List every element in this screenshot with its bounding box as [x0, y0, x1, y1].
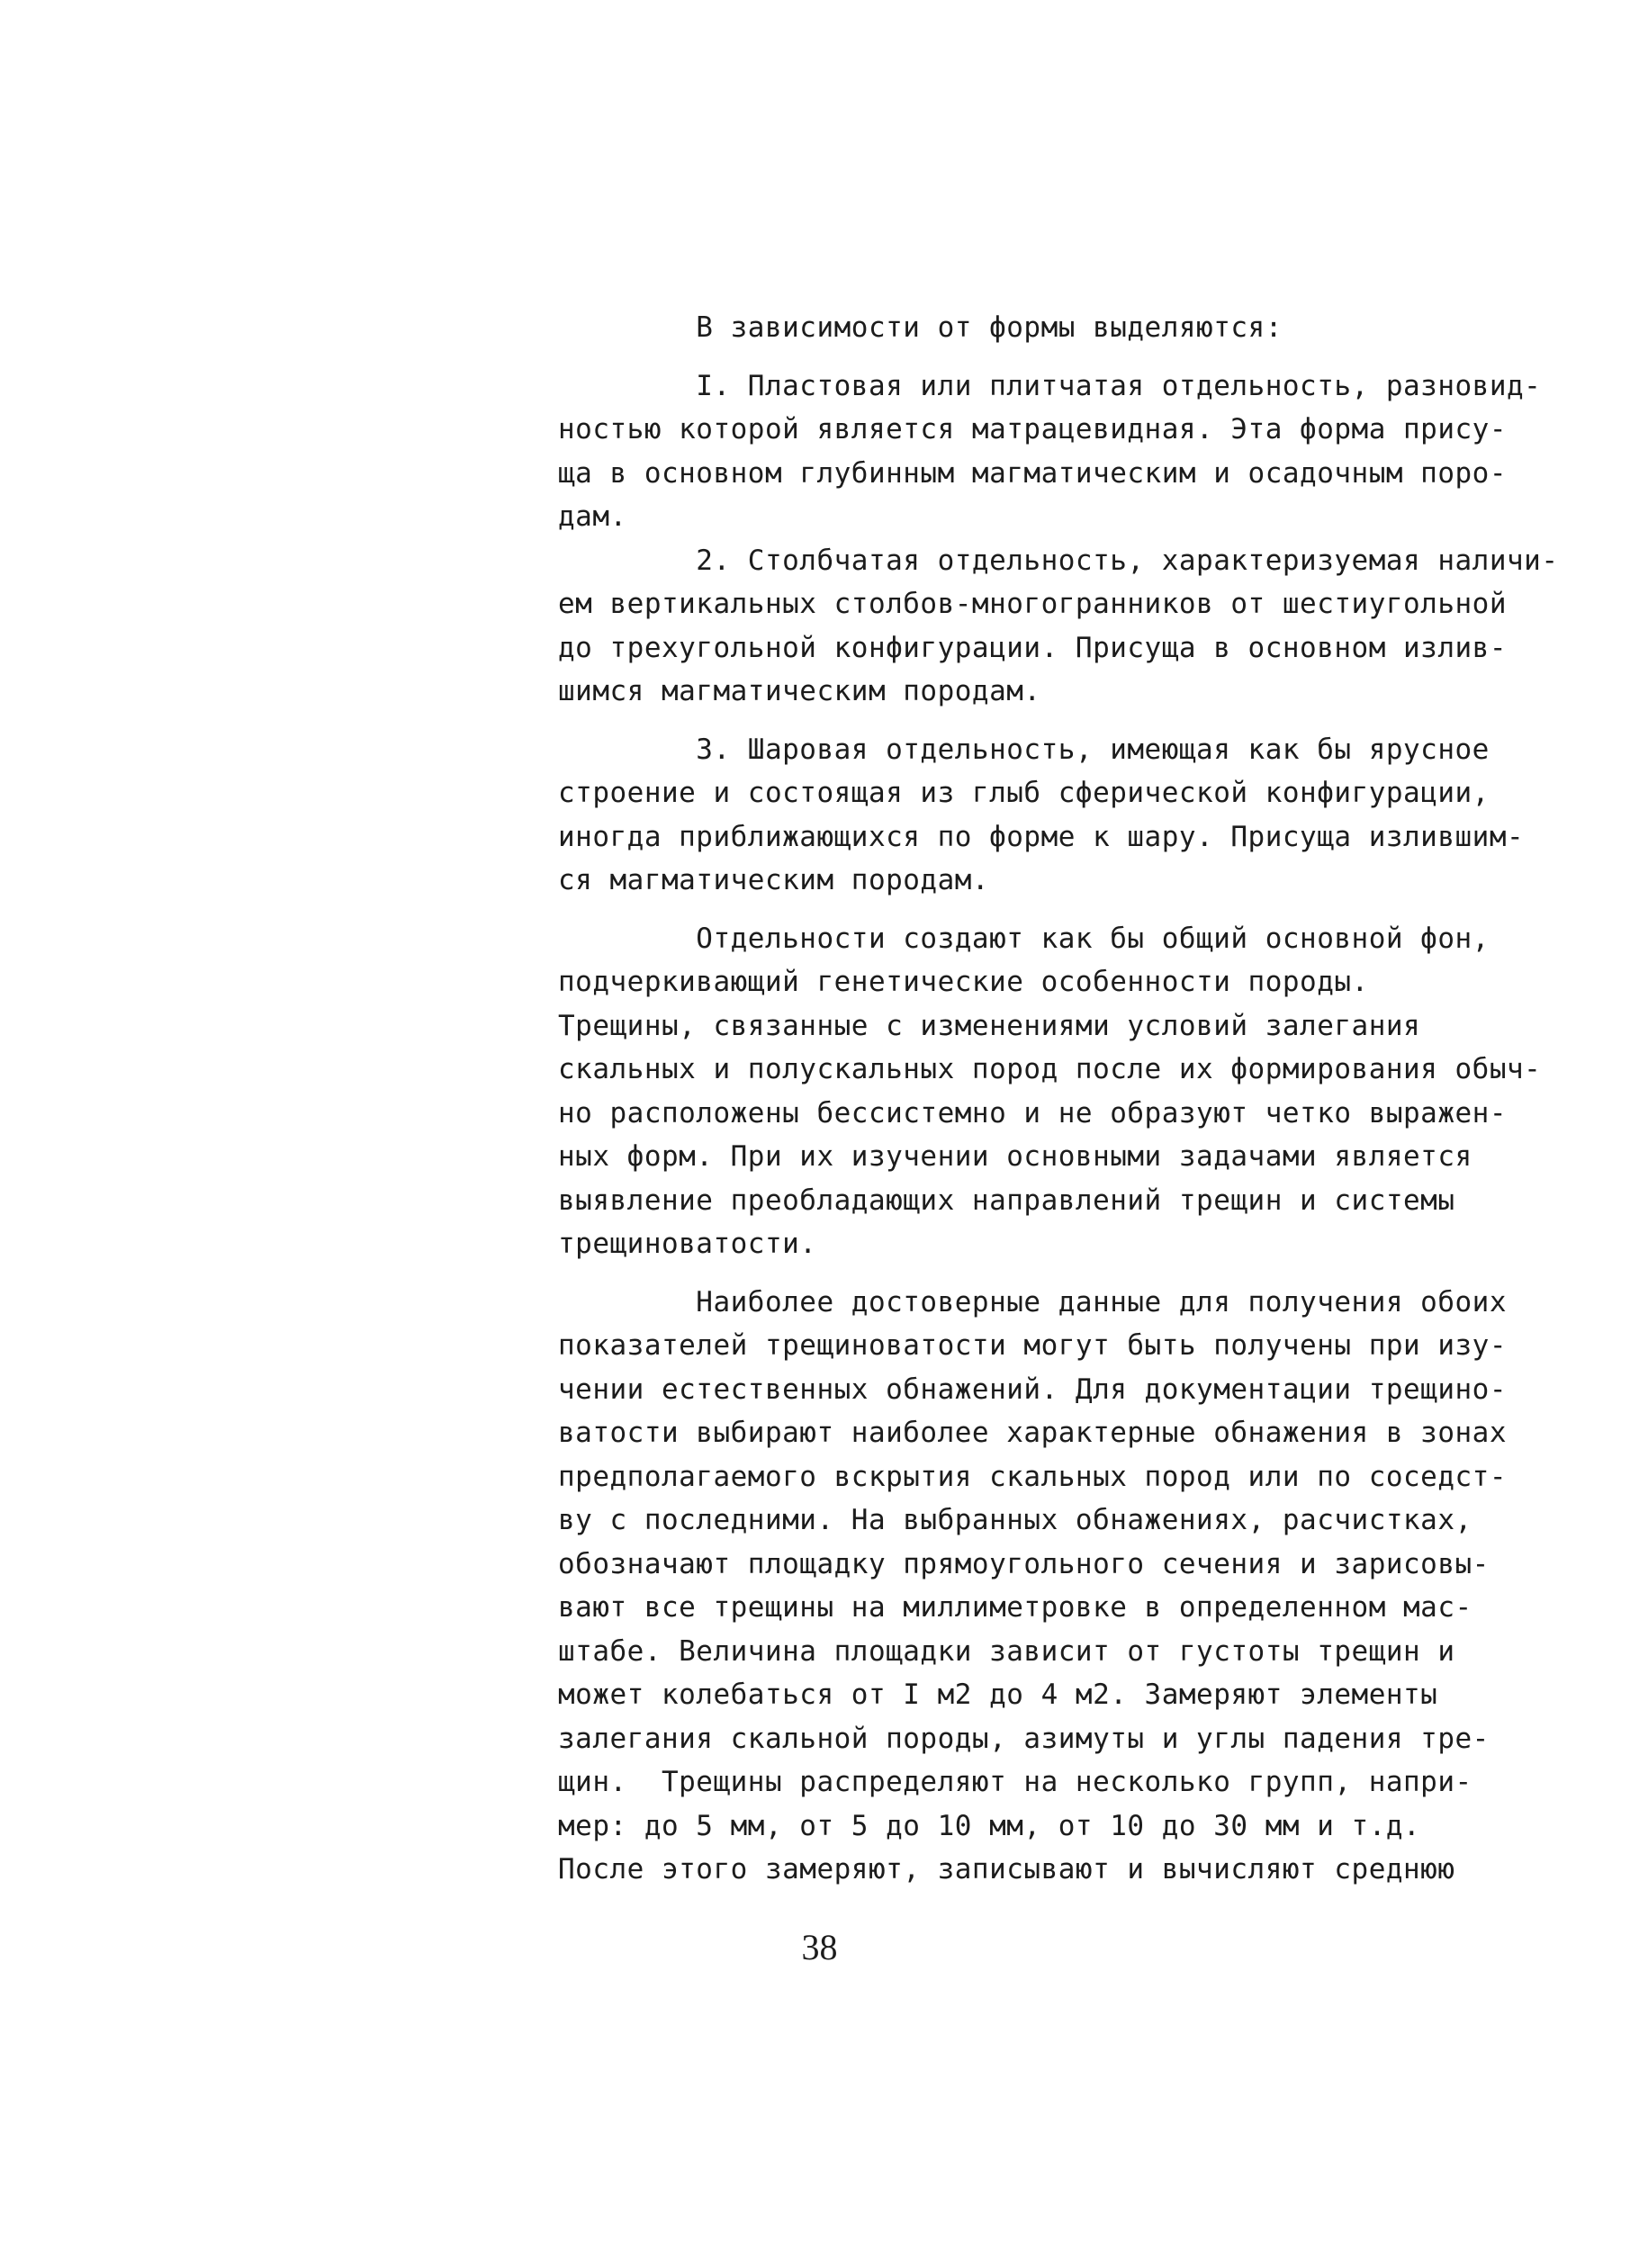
text-line: 2. Столбчатая отдельность, характеризуемая наличи-: [558, 544, 1559, 577]
text-line: После этого замеряют, записывают и вычисляют среднюю: [558, 1853, 1455, 1886]
text-line: трещиноватости.: [558, 1228, 817, 1260]
text-line: штабе. Величина площадки зависит от густоты трещин и: [558, 1634, 1455, 1668]
text-line: иногда приближающихся по форме к шару. Присуща излившим-: [558, 820, 1525, 853]
text-line: чении естественных обнажений. Для документации трещино-: [558, 1372, 1507, 1406]
text-line: ных форм. При их изучении основными задачами является: [558, 1140, 1472, 1173]
text-line: ностью которой является матрацевидная. Эта форма прису-: [558, 413, 1507, 446]
text-line: щин. Трещины распределяют на несколько групп, напри-: [558, 1766, 1472, 1798]
text-line: ем вертикальных столбов-многогранников от шестиугольной: [558, 588, 1507, 620]
text-line: обозначают площадку прямоугольного сечения и зарисовы-: [558, 1547, 1490, 1580]
text-line: может колебаться от I м2 до 4 м2. Замеряют элементы: [558, 1678, 1438, 1711]
text-line: до трехугольной конфигурации. Присуща в основном излив-: [558, 631, 1507, 664]
text-line: ся магматическим породам.: [558, 864, 990, 896]
paragraph: [558, 1281, 1575, 1892]
text-line: ву с последними. На выбранных обнажениях, расчистках,: [558, 1504, 1472, 1536]
page-number: 38: [801, 1927, 838, 1967]
text-line: но расположены бессистемно и не образуют четко выражен-: [558, 1096, 1507, 1130]
text-line: Трещины, связанные с изменениями условий залегания: [558, 1009, 1421, 1042]
paragraph: [558, 364, 1575, 539]
text-line: дам.: [558, 500, 627, 533]
paragraph-gap: [558, 903, 1575, 917]
paragraph: [558, 917, 1575, 1266]
text-line: I. Пластовая или плитчатая отдельность, разновид-: [558, 369, 1542, 402]
text-line: 3. Шаровая отдельность, имеющая как бы ярусное: [558, 733, 1490, 766]
text-line: Наиболее достоверные данные для получения обоих: [558, 1285, 1507, 1318]
paragraph: [558, 728, 1575, 903]
paragraph-gap: [558, 350, 1575, 364]
text-line: подчеркивающий генетические особенности породы.: [558, 966, 1369, 998]
text-line: скальных и полускальных пород после их формирования обыч-: [558, 1053, 1542, 1085]
text-line: выявление преобладающих направлений трещин и системы: [558, 1184, 1455, 1217]
text-line: строение и состоящая из глыб сферической конфигурации,: [558, 777, 1490, 809]
body-text: [558, 306, 1575, 1892]
text-line: вают все трещины на миллиметровке в определенном мас-: [558, 1591, 1472, 1624]
text-line: предполагаемого вскрытия скальных пород или по соседст-: [558, 1460, 1507, 1493]
text-line: залегания скальной породы, азимуты и углы падения тре-: [558, 1722, 1490, 1755]
text-line: ща в основном глубинным магматическим и осадочным поро-: [558, 456, 1507, 490]
text-line: шимся магматическим породам.: [558, 675, 1041, 707]
text-line: ватости выбирают наиболее характерные обнажения в зонах: [558, 1417, 1507, 1449]
paragraph: [558, 539, 1575, 714]
text-line: показателей трещиноватости могут быть получены при изу-: [558, 1329, 1507, 1362]
text-line: мер: до 5 мм, от 5 до 10 мм, от 10 до 30 мм и т.д.: [558, 1809, 1421, 1842]
paragraph-gap: [558, 1266, 1575, 1281]
text-line: В зависимости от формы выделяются:: [558, 311, 1283, 344]
paragraph: [558, 306, 1575, 350]
text-line: Отдельности создают как бы общий основной фон,: [558, 922, 1490, 955]
paragraph-gap: [558, 714, 1575, 728]
